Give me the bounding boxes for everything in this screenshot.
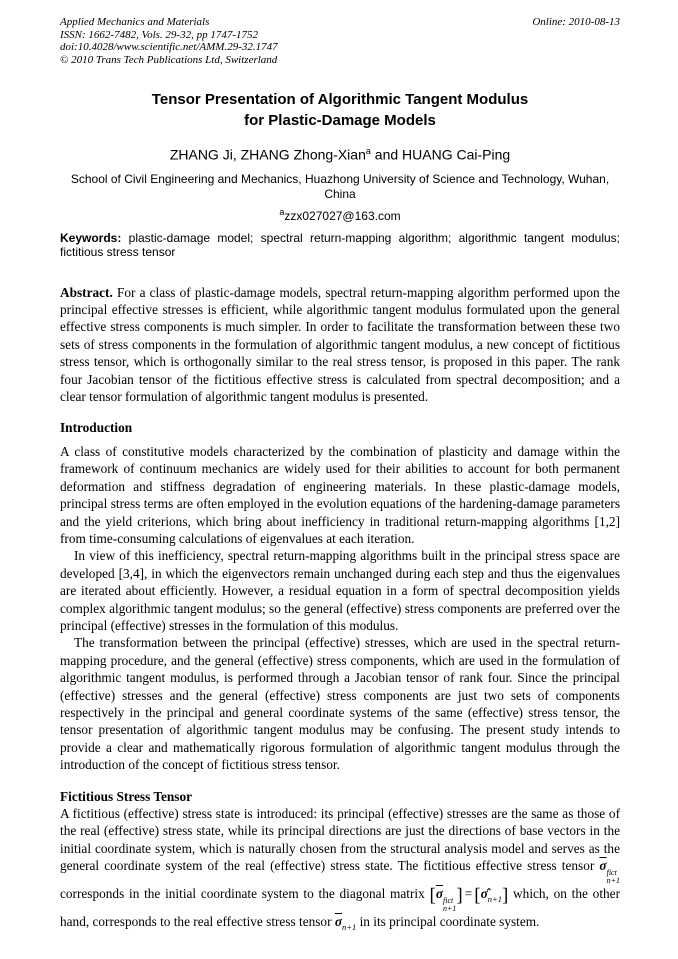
keywords-label: Keywords: bbox=[60, 231, 122, 246]
left-bracket: [ bbox=[474, 885, 481, 907]
fictitious-seg3: which, on the other hand, corresponds to the real effective stress tensor bbox=[60, 886, 620, 930]
affiliation: School of Civil Engineering and Mechanics, Huazhong University of Science and Technology, Wuhan, China bbox=[70, 172, 610, 201]
abstract-paragraph bbox=[60, 284, 620, 406]
sigma-fict-sub: n+1 bbox=[443, 904, 457, 914]
introduction-heading: Introduction bbox=[60, 420, 133, 436]
sigma-bar-symbol: $\overline{\sigma}$ bbox=[334, 914, 343, 930]
fictitious-seg2: corresponds in the initial coordinate system to the diagonal matrix bbox=[60, 886, 430, 902]
sigma-hat-sub: n+1 bbox=[487, 894, 502, 905]
fictitious-heading: Fictitious Stress Tensor bbox=[60, 788, 192, 804]
paper-title-line2: for Plastic-Damage Models bbox=[244, 112, 436, 130]
issn-line: ISSN: 1662-7482, Vols. 29-32, pp 1747-1752 bbox=[60, 28, 258, 41]
email-sup: a bbox=[279, 207, 285, 218]
intro-paragraph-2: In view of this inefficiency, spectral return-mapping algorithms built in the principal stress space are developed [3,4], in which the eigenvectors remain unchanged during each step and thus the eigenvalues are iterated about efficiently. However, a residual equation in a form of spectral decomposition yields complex algorithmic tangent modulus; so the general (effective) stress components are preferred over the principal (effective) stresses in the formulation of this modulus. bbox=[60, 548, 620, 633]
email-address: zzx027027@163.com bbox=[284, 209, 401, 224]
journal-title: Applied Mechanics and Materials bbox=[60, 16, 210, 28]
online-date: Online: 2010-08-13 bbox=[532, 16, 620, 28]
sigma-fict-sub: n+1 bbox=[606, 876, 620, 886]
intro-paragraph-3: The transformation between the principal (effective) stresses, which are used in the spectral return-mapping procedure, and the general (effective) stress components, which are used in the formulation of algorithmic tangent modulus, is performed through a Jacobian tensor of rank four. Since the principal (effective) stresses and the general (effective) stress components are just two sets of components respectively in the principal and general coordinate systems of the same (effective) stress tensor, the tensor presentation of algorithmic tangent modulus may be confusing. The present study intends to provide a clear and mathematically rigorous formulation of algorithmic tangent modulus through the introduction of the concept of fictitious stress tensor. bbox=[60, 635, 620, 773]
abstract-label: Abstract. bbox=[60, 284, 113, 300]
sigma-real-sub: n+1 bbox=[342, 922, 357, 933]
copyright-line: © 2010 Trans Tech Publications Ltd, Switzerland bbox=[60, 53, 278, 66]
sigma-bar-symbol: $\overline{\sigma}$ bbox=[599, 858, 607, 874]
right-bracket: ] bbox=[456, 885, 463, 907]
intro-paragraph-1: A class of constitutive models characterized by the combination of plasticity and damage within the framework of continuum mechanics are widely used for their abilities to account for both permanent deformation and stiffness degradation of engineering materials. In these plastic-damage models, principal stress terms are often employed in the evolution equations of the hardening-damage parameters and the yield criterions, which bring about inefficiency in traditional return-mapping algorithms [1,2] from time-consuming calculations of eigenvalues at each iteration. bbox=[60, 443, 620, 546]
left-bracket: [ bbox=[429, 885, 436, 907]
doi-line: doi:10.4028/www.scientific.net/AMM.29-32.1747 bbox=[60, 41, 278, 54]
math-sigma-fict bbox=[599, 858, 620, 886]
fictitious-seg1: A fictitious (effective) stress state is introduced: its principal (effective) stresses are the same as those of the real (effective) stress state, while its principal directions are just the directions of base vectors in the initial coordinate system, which is naturally chosen from the structural analysis model and serves as the general coordinate system of the real (effective) stress state. The fictitious effective stress tensor bbox=[60, 806, 620, 874]
sigma-fict-sup: fict bbox=[606, 868, 617, 878]
sigma-fict-sup: fict bbox=[443, 896, 454, 906]
right-bracket: ] bbox=[501, 885, 509, 907]
equals-sign: = bbox=[464, 886, 473, 902]
abstract-text: For a class of plastic-damage models, spectral return-mapping algorithm performed upon the principal effective stresses is efficient, while algorithmic tangent modulus formulated upon the general effective stress components is much simpler. In order to facilitate the transformation between these two sets of stress components in the formulation of algorithmic tangent modulus, a new concept of fictitious stress tensor, which is orthogonally similar to the real stress tensor, is proposed in this paper. The rank four Jacobian tensor of the fictitious effective stress is calculated from spectral decomposition; and a clear tensor formulation of algorithmic tangent modulus is presented. bbox=[60, 284, 620, 405]
math-sigma-real bbox=[334, 914, 357, 933]
authors-part2: and HUANG Cai-Ping bbox=[370, 147, 511, 164]
fictitious-paragraph bbox=[60, 805, 620, 937]
sigma-bar-symbol: $\overline{\sigma}$ bbox=[435, 886, 443, 902]
sigma-fict-scripts bbox=[607, 869, 620, 885]
email-line bbox=[60, 207, 620, 223]
keywords-text: plastic-damage model; spectral return-mapping algorithm; algorithmic tangent modulus; fictitious stress tensor bbox=[60, 231, 620, 259]
fictitious-seg4: in its principal coordinate system. bbox=[356, 914, 540, 930]
math-matrix-equation bbox=[429, 885, 509, 914]
sigma-fict-scripts bbox=[443, 897, 456, 913]
paper-title-line1: Tensor Presentation of Algorithmic Tangent Modulus bbox=[151, 91, 529, 109]
authors-part1: ZHANG Ji, ZHANG Zhong-Xian bbox=[169, 147, 366, 164]
sigma-hat-symbol: σ̂ bbox=[480, 886, 488, 902]
authors-line bbox=[60, 142, 620, 165]
journal-info-block bbox=[60, 16, 278, 66]
page-header bbox=[60, 16, 620, 66]
author-affil-sup: a bbox=[365, 146, 371, 157]
keywords-line bbox=[60, 232, 620, 260]
paper-title bbox=[60, 89, 620, 131]
